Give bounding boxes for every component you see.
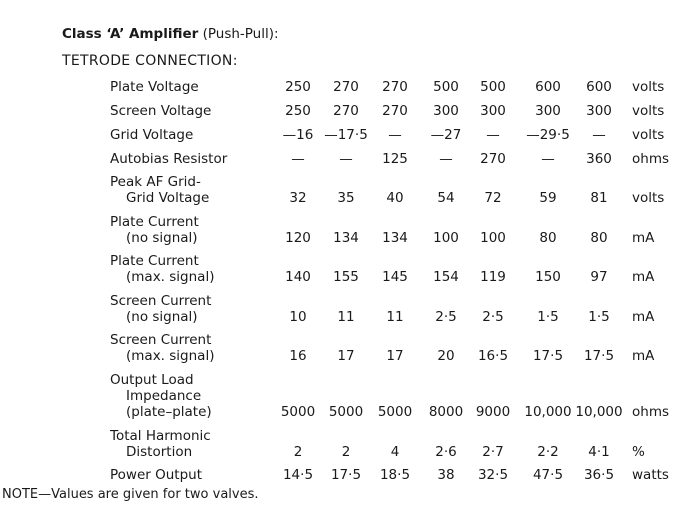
row-label [110,151,227,167]
value-cell: 32·5 [477,467,509,483]
row-label [110,127,193,143]
value-cell: 2·5 [435,309,457,325]
value-cell: 125 [382,151,408,167]
value-cell: 500 [433,79,459,95]
unit-label: volts [632,79,665,95]
value-cell: 270 [333,79,359,95]
value-cell: 134 [333,230,359,246]
row-label-line: Output Load [110,372,194,388]
row-label-line: Peak AF Grid- [110,174,201,190]
value-cell: 134 [382,230,408,246]
value-cell: 2 [341,444,351,460]
row-label-line: Plate Current [110,253,199,269]
row-label [110,103,211,119]
row-label [110,332,214,364]
value-cell: 2·2 [537,444,559,460]
value-cell: 18·5 [379,467,411,483]
section-title-bold: Class ‘A’ Amplifier [62,26,199,42]
value-cell: 35 [337,190,355,206]
row-label-line: Screen Current [110,293,212,309]
value-cell: — [592,127,606,143]
value-cell: 17·5 [532,348,564,364]
row-label-line: (plate–plate) [126,404,212,420]
value-cell: 5000 [280,404,316,420]
value-cell: 1·5 [537,309,559,325]
row-label-line: Total Harmonic [110,428,211,444]
value-cell: 72 [484,190,502,206]
value-cell: 5000 [377,404,413,420]
value-cell: 17·5 [330,467,362,483]
value-cell: 270 [382,103,408,119]
value-cell: 81 [590,190,608,206]
unit-label: volts [632,127,665,143]
unit-label: mA [632,309,655,325]
value-cell: 32 [289,190,307,206]
value-cell: 360 [586,151,612,167]
value-cell: 20 [437,348,455,364]
value-cell: 54 [437,190,455,206]
value-cell: 36·5 [583,467,615,483]
value-cell: 14·5 [282,467,314,483]
row-label-line: Plate Voltage [110,79,199,95]
unit-label: ohms [632,151,669,167]
row-label-line: Distortion [126,444,193,460]
row-label-line: Impedance [126,388,202,404]
value-cell: 155 [333,269,359,285]
row-label-line: Plate Current [110,214,199,230]
value-cell: —27 [430,127,462,143]
unit-label: volts [632,190,665,206]
value-cell: 600 [535,79,561,95]
row-label-line: Screen Voltage [110,103,212,119]
unit-label: % [632,444,645,460]
value-cell: 2 [293,444,303,460]
value-cell: 270 [333,103,359,119]
unit-label: watts [632,467,669,483]
value-cell: 250 [285,79,311,95]
value-cell: 11 [386,309,404,325]
value-cell: 150 [535,269,561,285]
value-cell: 145 [382,269,408,285]
value-cell: 140 [285,269,311,285]
value-cell: 5000 [328,404,364,420]
value-cell: —29·5 [526,127,570,143]
value-cell: 4·1 [588,444,610,460]
value-cell: — [439,151,453,167]
value-cell: 154 [433,269,459,285]
value-cell: 16 [289,348,307,364]
value-cell: 97 [590,269,608,285]
value-cell: 11 [337,309,355,325]
value-cell: 2·7 [482,444,504,460]
value-cell: 1·5 [588,309,610,325]
value-cell: 10,000 [575,404,623,420]
unit-label: mA [632,269,655,285]
value-cell: 600 [586,79,612,95]
value-cell: — [339,151,353,167]
row-label-line: (max. signal) [126,269,215,285]
value-cell: 40 [386,190,404,206]
row-label-line: (no signal) [126,230,198,246]
value-cell: — [388,127,402,143]
row-label [110,79,199,95]
value-cell: 250 [285,103,311,119]
unit-label: mA [632,348,655,364]
value-cell: 59 [539,190,557,206]
unit-label: volts [632,103,665,119]
row-label-line: Screen Current [110,332,212,348]
value-cell: 300 [586,103,612,119]
value-cell: 10 [289,309,307,325]
value-cell: 17 [337,348,355,364]
value-cell: 9000 [475,404,511,420]
value-cell: 80 [539,230,557,246]
value-cell: 10,000 [524,404,572,420]
unit-label: mA [632,230,655,246]
value-cell: 17·5 [583,348,615,364]
value-cell: 270 [382,79,408,95]
connection-subtitle: TETRODE CONNECTION: [62,53,238,69]
row-label-line: Power Output [110,467,203,483]
value-cell: — [291,151,305,167]
unit-label: ohms [632,404,669,420]
value-cell: 119 [480,269,506,285]
row-label-line: (max. signal) [126,348,215,364]
row-label [110,467,202,483]
value-cell: 300 [535,103,561,119]
value-cell: 17 [386,348,404,364]
row-label-line: Grid Voltage [110,127,194,143]
row-label [110,428,211,460]
value-cell: 100 [433,230,459,246]
value-cell: 300 [480,103,506,119]
value-cell: — [541,151,555,167]
value-cell: 270 [480,151,506,167]
row-label [110,372,212,420]
value-cell: —16 [282,127,314,143]
value-cell: —17·5 [324,127,368,143]
value-cell: 47·5 [532,467,564,483]
value-cell: 80 [590,230,608,246]
value-cell: 120 [285,230,311,246]
value-cell: — [486,127,500,143]
row-label [110,174,209,206]
value-cell: 2·5 [482,309,504,325]
section-title-rest: (Push-Pull): [198,26,279,42]
row-label-line: (no signal) [126,309,198,325]
value-cell: 16·5 [477,348,509,364]
value-cell: 4 [390,444,400,460]
row-label [110,214,199,246]
value-cell: 100 [480,230,506,246]
row-label [110,293,211,325]
value-cell: 38 [437,467,455,483]
value-cell: 2·6 [435,444,457,460]
row-label-line: Grid Voltage [126,190,210,206]
value-cell: 500 [480,79,506,95]
value-cell: 8000 [428,404,464,420]
value-cell: 300 [433,103,459,119]
row-label-line: Autobias Resistor [110,151,228,167]
footnote: NOTE—Values are given for two valves. [2,487,259,502]
row-label [110,253,214,285]
